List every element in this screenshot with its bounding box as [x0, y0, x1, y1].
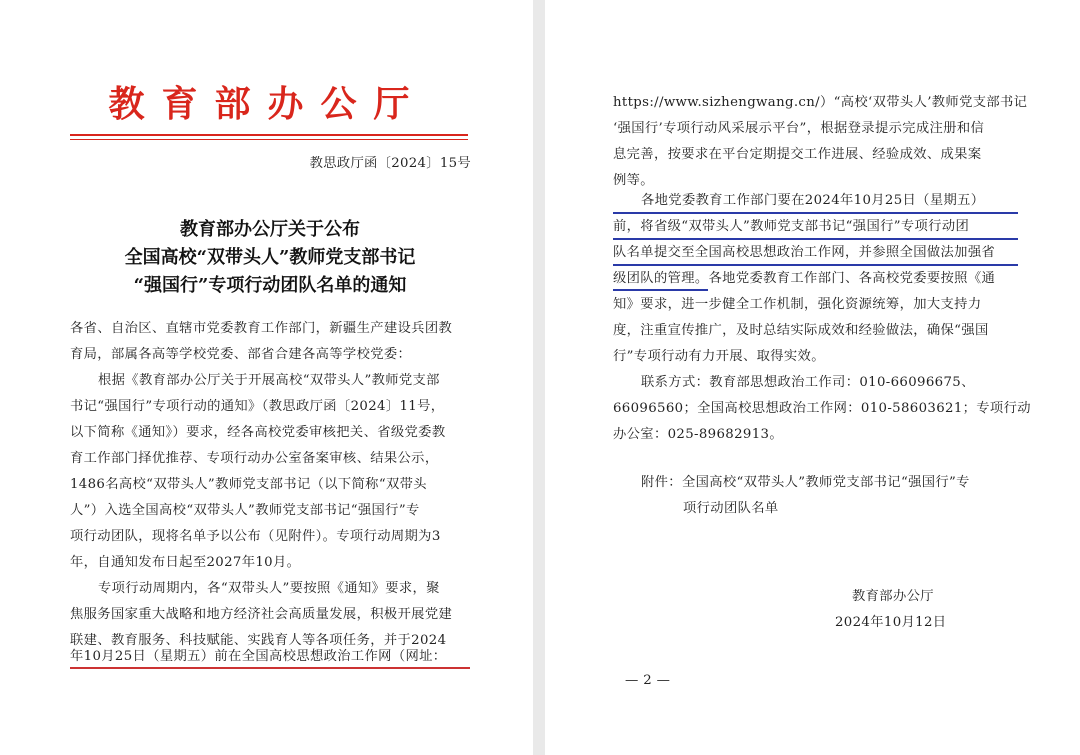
- contact-line: 66096560；全国高校思想政治工作网：010-58603621；专项行动: [613, 401, 1031, 416]
- highlighted-body-line: 前，将省级“双带头人”教师党支部书记“强国行”专项行动团: [613, 219, 970, 234]
- body-line: 焦服务国家重大战略和地方经济社会高质量发展，积极开展党建: [70, 607, 453, 622]
- signature: 教育部办公厅: [852, 589, 934, 604]
- attachment-line: 项行动团队名单: [683, 501, 779, 516]
- highlighted-body-line: 队名单提交至全国高校思想政治工作网，并参照全国做法加强省: [613, 245, 996, 260]
- highlight-underline: [613, 264, 1018, 266]
- body-line: 年，自通知发布日起至2027年10月。: [70, 555, 301, 570]
- body-line: 行”专项行动有力开展、取得实效。: [613, 349, 825, 364]
- body-line: 育局，部属各高等学校党委、部省合建各高等学校党委：: [70, 347, 412, 362]
- body-line: 度，注重宣传推广，及时总结实际成效和经验做法，确保“强国: [613, 323, 989, 338]
- document-title-line-3: “强国行”专项行动团队名单的通知: [133, 275, 407, 296]
- contact-line: 办公室：025-89682913。: [613, 427, 783, 442]
- highlight-underline: [613, 212, 1018, 214]
- body-line: https://www.sizhengwang.cn/）“高校‘双带头人’教师党支部书记: [613, 95, 1028, 110]
- body-line: 知》要求，进一步健全工作机制，强化资源统筹，加大支持力: [613, 297, 982, 312]
- document-title-line-1: 教育部办公厅关于公布: [180, 219, 360, 240]
- body-line: 育工作部门择优推荐、专项行动办公室备案审核、结果公示，: [70, 451, 439, 466]
- header-rule-bottom: [70, 139, 468, 140]
- body-line: 息完善，按要求在平台定期提交工作进展、经验成效、成果案: [613, 147, 982, 162]
- contact-line: 联系方式：教育部思想政治工作司：010-66096675、: [641, 375, 975, 390]
- highlight-underline: [613, 289, 708, 291]
- body-line: 联建、教育服务、科技赋能、实践育人等各项任务，并于2024: [70, 633, 447, 648]
- body-line: 1486名高校“双带头人”教师党支部书记（以下简称“双带头: [70, 477, 427, 492]
- body-line: 年10月25日（星期五）前在全国高校思想政治工作网（网址：: [70, 649, 447, 664]
- highlight-underline: [613, 238, 1018, 240]
- body-line: 以下简称《通知》）要求，经各高校党委审核把关、省级党委教: [70, 425, 446, 440]
- body-line: 专项行动周期内，各“双带头人”要按照《通知》要求，聚: [98, 581, 440, 596]
- issuer-header: 教育部办公厅: [108, 83, 427, 125]
- document-title-line-2: 全国高校“双带头人”教师党支部书记: [124, 247, 416, 268]
- body-line: ‘强国行’专项行动风采展示平台”，根据登录提示完成注册和信: [613, 121, 985, 136]
- body-line: 书记“强国行”专项行动的通知》（教思政厅函〔2024〕11号，: [70, 399, 445, 414]
- body-line: 项行动团队，现将名单予以公布（见附件）。专项行动周期为3: [70, 529, 441, 544]
- body-line: 各省、自治区、直辖市党委教育工作部门，新疆生产建设兵团教: [70, 321, 453, 336]
- body-line: 例等。: [613, 173, 654, 188]
- document-number: 教思政厅函〔2024〕15号: [309, 156, 471, 171]
- highlight-underline: [70, 667, 470, 669]
- highlighted-body-line: 各地党委教育工作部门要在2024年10月25日（星期五）: [641, 193, 985, 208]
- body-line: 人”）入选全国高校“双带头人”教师党支部书记“强国行”专: [70, 503, 420, 518]
- document-page-right: [545, 0, 1080, 755]
- document-page-left: [0, 0, 533, 755]
- highlighted-body-line: 级团队的管理。各地党委教育工作部门、各高校党委要按照《通: [613, 271, 996, 286]
- page-number: — 2 —: [625, 673, 671, 688]
- attachment-line: 附件：全国高校“双带头人”教师党支部书记“强国行”专: [641, 475, 970, 490]
- issue-date: 2024年10月12日: [835, 615, 947, 630]
- header-rule-top: [70, 134, 468, 136]
- body-line: 根据《教育部办公厅关于开展高校“双带头人”教师党支部: [98, 373, 440, 388]
